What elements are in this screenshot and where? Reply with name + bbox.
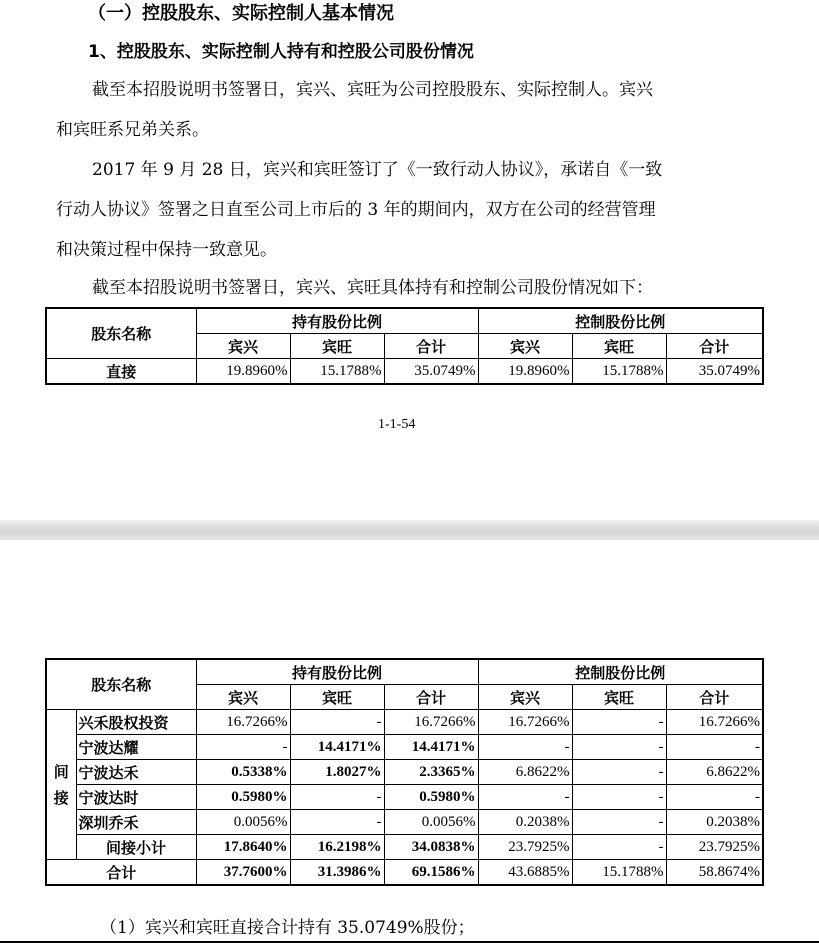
table-row xyxy=(46,785,763,810)
cell: 58.8674% xyxy=(666,860,763,886)
indirect-label xyxy=(46,710,76,860)
indirect-holding-table xyxy=(45,658,764,886)
cell: - xyxy=(290,810,384,835)
cell: 0.2038% xyxy=(478,810,572,835)
subheader-total: 合计 xyxy=(666,334,763,359)
cell: 0.5980% xyxy=(196,785,290,810)
cell: 37.7600% xyxy=(196,860,290,886)
section-heading: （一）控股股东、实际控制人基本情况 xyxy=(88,3,394,24)
subheader-binxing: 宾兴 xyxy=(196,685,290,710)
table-row-total xyxy=(46,860,763,886)
cell: 16.7266% xyxy=(384,710,478,735)
subheader-binwang: 宾旺 xyxy=(290,685,384,710)
cell: 15.1788% xyxy=(572,860,666,886)
paragraph-2-line-1: 2017 年 9 月 28 日，宾兴和宾旺签订了《一致行动人协议》，承诺自《一致 xyxy=(92,160,663,180)
subheader-binxing: 宾兴 xyxy=(478,334,572,359)
row-label: 宁波达耀 xyxy=(76,735,196,760)
cell: 14.4171% xyxy=(290,735,384,760)
table-row xyxy=(46,359,763,385)
cell: 15.1788% xyxy=(290,359,384,385)
cell: 14.4171% xyxy=(384,735,478,760)
subsection-heading: 1、控股股东、实际控制人持有和控股公司股份情况 xyxy=(88,42,474,62)
cell: - xyxy=(196,735,290,760)
cell: - xyxy=(290,710,384,735)
table-row xyxy=(46,710,763,735)
cell: - xyxy=(572,710,666,735)
cell: - xyxy=(478,735,572,760)
cell: - xyxy=(572,735,666,760)
cell: 19.8960% xyxy=(196,359,290,385)
cell: - xyxy=(290,785,384,810)
cell: 19.8960% xyxy=(478,359,572,385)
cell: 0.2038% xyxy=(666,810,763,835)
cell: - xyxy=(572,810,666,835)
cell: 35.0749% xyxy=(384,359,478,385)
cell: 16.7266% xyxy=(478,710,572,735)
cell: 0.0056% xyxy=(384,810,478,835)
subheader-binwang: 宾旺 xyxy=(572,334,666,359)
subheader-binxing: 宾兴 xyxy=(196,334,290,359)
table-row xyxy=(46,810,763,835)
paragraph-3-line-1: 截至本招股说明书签署日，宾兴、宾旺具体持有和控制公司股份情况如下： xyxy=(92,278,653,298)
cell: 0.0056% xyxy=(196,810,290,835)
row-label-total: 合计 xyxy=(46,860,196,886)
cell: 35.0749% xyxy=(666,359,763,385)
cell: - xyxy=(666,735,763,760)
cell: - xyxy=(572,835,666,860)
cell: 23.7925% xyxy=(666,835,763,860)
cell: - xyxy=(572,760,666,785)
table-row xyxy=(46,735,763,760)
cell: - xyxy=(666,785,763,810)
cell: 43.6885% xyxy=(478,860,572,886)
row-label-subtotal: 间接小计 xyxy=(76,835,196,860)
cell: 16.7266% xyxy=(196,710,290,735)
header-shareholder-name: 股东名称 xyxy=(46,659,196,710)
page-number: 1-1-54 xyxy=(378,417,416,432)
paragraph-2-line-2: 行动人协议》签署之日直至公司上市后的 3 年的期间内，双方在公司的经营管理 xyxy=(56,200,656,220)
header-control-ratio: 控制股份比例 xyxy=(478,659,763,685)
cell: 34.0838% xyxy=(384,835,478,860)
cell: - xyxy=(478,785,572,810)
note-1: （1）宾兴和宾旺直接合计持有 35.0749%股份； xyxy=(100,918,475,938)
paragraph-1-line-1: 截至本招股说明书签署日，宾兴、宾旺为公司控股股东、实际控制人。宾兴 xyxy=(92,80,653,100)
paragraph-2-line-3: 和决策过程中保持一致意见。 xyxy=(56,240,277,260)
cell: 0.5338% xyxy=(196,760,290,785)
header-holding-ratio: 持有股份比例 xyxy=(196,308,478,334)
page-separator xyxy=(0,520,819,540)
table-row-subtotal xyxy=(46,835,763,860)
cell: 15.1788% xyxy=(572,359,666,385)
cell: - xyxy=(572,785,666,810)
row-label: 深圳乔禾 xyxy=(76,810,196,835)
cell: 0.5980% xyxy=(384,785,478,810)
cell: 16.2198% xyxy=(290,835,384,860)
row-label: 宁波达禾 xyxy=(76,760,196,785)
header-control-ratio: 控制股份比例 xyxy=(478,308,763,334)
direct-holding-table xyxy=(45,307,764,385)
indirect-label-char-1: 间 xyxy=(53,762,69,781)
cell: 6.8622% xyxy=(666,760,763,785)
subheader-binxing: 宾兴 xyxy=(478,685,572,710)
cell: 6.8622% xyxy=(478,760,572,785)
subheader-total: 合计 xyxy=(666,685,763,710)
cell: 69.1586% xyxy=(384,860,478,886)
document-page-2 xyxy=(0,540,819,943)
cell: 23.7925% xyxy=(478,835,572,860)
row-label: 宁波达时 xyxy=(76,785,196,810)
row-label: 兴禾股权投资 xyxy=(76,710,196,735)
cell: 1.8027% xyxy=(290,760,384,785)
header-shareholder-name: 股东名称 xyxy=(46,308,196,359)
header-holding-ratio: 持有股份比例 xyxy=(196,659,478,685)
cell: 31.3986% xyxy=(290,860,384,886)
cell: 2.3365% xyxy=(384,760,478,785)
indirect-label-char-2: 接 xyxy=(53,788,69,807)
cell: 16.7266% xyxy=(666,710,763,735)
row-label-direct: 直接 xyxy=(46,359,196,385)
paragraph-1-line-2: 和宾旺系兄弟关系。 xyxy=(56,120,209,140)
subheader-total: 合计 xyxy=(384,685,478,710)
cell: 17.8640% xyxy=(196,835,290,860)
subheader-binwang: 宾旺 xyxy=(290,334,384,359)
subheader-total: 合计 xyxy=(384,334,478,359)
table-row xyxy=(46,760,763,785)
subheader-binwang: 宾旺 xyxy=(572,685,666,710)
